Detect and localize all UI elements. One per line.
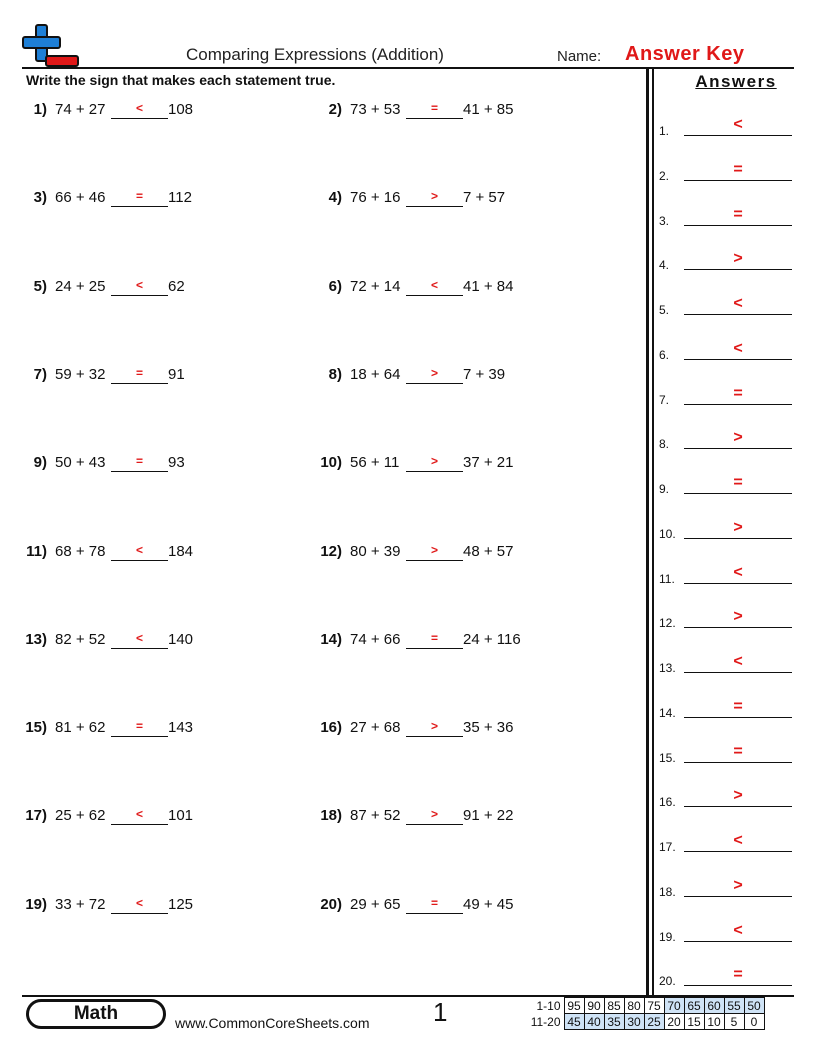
answer-value[interactable]: < bbox=[733, 921, 743, 939]
problem-number: 16) bbox=[320, 719, 342, 737]
answer-value[interactable]: = bbox=[733, 966, 743, 984]
answer-row bbox=[659, 876, 794, 899]
answer-row bbox=[659, 252, 794, 272]
answer-row bbox=[659, 697, 794, 720]
answer-value[interactable]: < bbox=[733, 116, 743, 133]
name-label: Name: bbox=[557, 48, 602, 65]
score-cell: 15 bbox=[684, 1014, 704, 1030]
answer-number: 20. bbox=[659, 974, 676, 989]
problem-comparison-value: 41 + 84 bbox=[463, 277, 514, 295]
answer-row bbox=[659, 921, 794, 944]
answer-value[interactable]: < bbox=[733, 653, 743, 670]
answer-number: 17. bbox=[659, 840, 676, 854]
answer-value[interactable]: > bbox=[733, 518, 743, 536]
answer-row bbox=[659, 476, 794, 496]
problem-comparison-value: 140 bbox=[168, 630, 194, 648]
problem-number: 1) bbox=[33, 101, 47, 118]
answer-number: 2. bbox=[659, 168, 670, 183]
problem-number: 12) bbox=[320, 542, 342, 560]
problem-comparison-value: 7 + 57 bbox=[463, 189, 506, 207]
problem-number: 14) bbox=[320, 630, 342, 648]
problem-number: 19) bbox=[25, 895, 47, 913]
answer-blank[interactable]: < bbox=[111, 807, 168, 825]
score-cell: 30 bbox=[624, 1014, 644, 1030]
problem-number: 11) bbox=[26, 542, 47, 560]
website-link[interactable]: www.CommonCoreSheets.com bbox=[175, 1015, 370, 1031]
score-row-label: 1-10 bbox=[536, 998, 561, 1013]
answer-blank[interactable]: = bbox=[406, 896, 463, 914]
problem-item bbox=[22, 278, 312, 300]
problem-expression: 27 + 68 bbox=[350, 719, 401, 737]
answer-row bbox=[659, 339, 794, 362]
answer-value[interactable]: > bbox=[733, 608, 743, 626]
answer-line bbox=[684, 314, 792, 315]
score-cell: 50 bbox=[744, 998, 764, 1014]
problem-expression: 74 + 27 bbox=[55, 101, 106, 118]
answer-row bbox=[659, 655, 794, 675]
score-cell: 0 bbox=[744, 1014, 764, 1030]
problem-item bbox=[22, 631, 312, 653]
answer-blank[interactable]: < bbox=[111, 278, 168, 296]
answer-value[interactable]: = bbox=[733, 160, 743, 178]
instructions: Write the sign that makes each statement true. bbox=[26, 72, 336, 88]
answer-value[interactable]: = bbox=[733, 205, 743, 223]
answer-value[interactable]: < bbox=[733, 832, 743, 849]
answer-blank[interactable]: > bbox=[406, 807, 463, 825]
problem-comparison-value: 143 bbox=[168, 719, 194, 737]
answer-line bbox=[684, 896, 792, 897]
answer-blank[interactable]: > bbox=[406, 719, 463, 737]
page-number: 1 bbox=[433, 997, 448, 1027]
problem-expression: 80 + 39 bbox=[350, 542, 401, 560]
problem-comparison-value: 35 + 36 bbox=[463, 719, 514, 737]
problem-item bbox=[22, 719, 312, 741]
problem-number: 3) bbox=[33, 189, 47, 207]
problem-number: 20) bbox=[320, 895, 342, 913]
answer-blank[interactable]: < bbox=[406, 278, 463, 296]
answer-number: 19. bbox=[659, 929, 676, 944]
answer-value[interactable]: > bbox=[733, 250, 743, 268]
answer-key-label: Answer Key bbox=[625, 43, 745, 65]
answer-value[interactable]: < bbox=[733, 339, 743, 357]
score-cell: 95 bbox=[564, 998, 584, 1014]
answer-row bbox=[659, 742, 794, 765]
problem-number: 6) bbox=[328, 277, 342, 295]
problem-item bbox=[317, 189, 607, 211]
score-cell: 35 bbox=[604, 1014, 624, 1030]
problem-item bbox=[317, 807, 607, 829]
problem-comparison-value: 41 + 85 bbox=[463, 101, 514, 118]
problem-comparison-value: 62 bbox=[168, 277, 185, 295]
answer-line bbox=[684, 269, 792, 270]
problem-item bbox=[317, 366, 607, 388]
answer-number: 11. bbox=[659, 571, 675, 586]
answer-number: 15. bbox=[659, 750, 676, 765]
score-cell: 65 bbox=[684, 998, 704, 1014]
problem-expression: 56 + 11 bbox=[350, 454, 400, 472]
problem-number: 13) bbox=[25, 630, 47, 648]
problem-expression: 29 + 65 bbox=[350, 895, 401, 913]
answer-number: 1. bbox=[659, 124, 670, 138]
problem-comparison-value: 108 bbox=[168, 101, 194, 118]
answer-line bbox=[684, 717, 792, 718]
problem-number: 17) bbox=[25, 807, 47, 825]
score-cell: 10 bbox=[704, 1014, 724, 1030]
score-cell: 55 bbox=[724, 998, 744, 1014]
answer-row bbox=[659, 968, 794, 988]
answer-number: 3. bbox=[659, 213, 670, 228]
answer-value[interactable]: > bbox=[733, 876, 743, 894]
answer-row bbox=[659, 563, 794, 586]
problem-number: 4) bbox=[328, 189, 342, 207]
problem-expression: 25 + 62 bbox=[55, 807, 106, 825]
answer-line bbox=[684, 359, 792, 360]
score-cell: 25 bbox=[644, 1014, 664, 1030]
problem-expression: 66 + 46 bbox=[55, 189, 106, 207]
answer-value[interactable]: < bbox=[733, 295, 743, 312]
problem-comparison-value: 101 bbox=[168, 807, 194, 825]
answer-number: 14. bbox=[659, 705, 676, 720]
score-row bbox=[530, 998, 764, 1014]
problem-item bbox=[317, 101, 607, 123]
problem-expression: 68 + 78 bbox=[55, 542, 106, 560]
answer-number: 18. bbox=[659, 884, 676, 899]
answer-blank[interactable]: < bbox=[111, 543, 168, 561]
answer-blank[interactable]: > bbox=[406, 454, 463, 472]
answer-blank[interactable]: < bbox=[111, 101, 168, 119]
answer-number: 9. bbox=[659, 482, 670, 496]
problem-comparison-value: 37 + 21 bbox=[463, 454, 514, 472]
answer-line bbox=[684, 941, 792, 942]
problem-number: 9) bbox=[33, 454, 47, 472]
answer-row bbox=[659, 297, 794, 317]
answer-row bbox=[659, 834, 794, 854]
problem-number: 7) bbox=[33, 365, 47, 383]
answer-line bbox=[684, 404, 792, 405]
answer-number: 12. bbox=[659, 616, 676, 631]
answer-blank[interactable]: < bbox=[111, 631, 168, 649]
score-cell: 90 bbox=[584, 998, 604, 1014]
problem-item bbox=[317, 719, 607, 741]
answer-column-divider-inner bbox=[652, 68, 654, 995]
problem-item bbox=[22, 807, 312, 829]
problem-number: 15) bbox=[25, 719, 47, 737]
answer-value[interactable]: = bbox=[733, 474, 743, 491]
score-cell: 20 bbox=[664, 1014, 684, 1030]
subject-badge: Math bbox=[26, 999, 166, 1029]
score-row-label: 11-20 bbox=[530, 1014, 561, 1029]
problem-item bbox=[22, 896, 312, 918]
answer-blank[interactable]: = bbox=[406, 631, 463, 649]
problem-number: 18) bbox=[320, 807, 342, 825]
score-row bbox=[530, 1014, 764, 1030]
problem-comparison-value: 93 bbox=[168, 454, 185, 472]
answer-column-divider bbox=[646, 68, 649, 995]
answer-blank[interactable]: = bbox=[406, 101, 463, 119]
problem-expression: 18 + 64 bbox=[350, 365, 401, 383]
answer-row bbox=[659, 160, 794, 183]
problem-expression: 82 + 52 bbox=[55, 630, 106, 648]
problem-comparison-value: 7 + 39 bbox=[463, 365, 506, 383]
answer-value[interactable]: = bbox=[733, 742, 743, 760]
problem-item bbox=[22, 543, 312, 565]
problem-expression: 24 + 25 bbox=[55, 277, 106, 295]
answer-blank[interactable]: > bbox=[406, 366, 463, 384]
answers-heading: Answers bbox=[695, 72, 777, 91]
answer-row bbox=[659, 118, 794, 138]
answer-row bbox=[659, 789, 794, 809]
score-cell: 60 bbox=[704, 998, 724, 1014]
problem-comparison-value: 48 + 57 bbox=[463, 542, 514, 560]
answer-line bbox=[684, 493, 792, 494]
score-cell: 85 bbox=[604, 998, 624, 1014]
answer-row bbox=[659, 518, 794, 541]
answer-value[interactable]: < bbox=[733, 563, 743, 581]
answer-blank[interactable]: > bbox=[406, 189, 463, 207]
problem-number: 2) bbox=[328, 101, 342, 118]
problem-expression: 50 + 43 bbox=[55, 454, 106, 472]
problem-item bbox=[317, 278, 607, 300]
answer-line bbox=[684, 806, 792, 807]
score-cell: 70 bbox=[664, 998, 684, 1014]
problem-number: 5) bbox=[33, 277, 47, 295]
answer-line bbox=[684, 762, 792, 763]
score-table bbox=[530, 997, 765, 1030]
answer-blank[interactable]: > bbox=[406, 543, 463, 561]
problem-expression: 59 + 32 bbox=[55, 365, 106, 383]
problem-expression: 81 + 62 bbox=[55, 719, 106, 737]
answer-number: 16. bbox=[659, 795, 676, 810]
problem-comparison-value: 184 bbox=[168, 542, 194, 560]
problem-comparison-value: 91 + 22 bbox=[463, 807, 514, 825]
problem-item bbox=[317, 896, 607, 918]
answer-number: 13. bbox=[659, 661, 676, 675]
worksheet-title: Comparing Expressions (Addition) bbox=[186, 45, 444, 64]
problem-comparison-value: 125 bbox=[168, 895, 194, 913]
answer-blank[interactable]: = bbox=[111, 366, 168, 384]
answer-line bbox=[684, 985, 792, 986]
problem-number: 8) bbox=[328, 365, 342, 383]
answer-number: 7. bbox=[659, 392, 670, 407]
answer-blank[interactable]: = bbox=[111, 719, 168, 737]
answer-row bbox=[659, 431, 794, 451]
answer-blank[interactable]: < bbox=[111, 896, 168, 914]
problem-item bbox=[317, 543, 607, 565]
answer-number: 10. bbox=[659, 526, 676, 541]
answer-row bbox=[659, 205, 794, 228]
answer-number: 5. bbox=[659, 303, 670, 317]
answer-value[interactable]: > bbox=[733, 429, 743, 447]
answer-line bbox=[684, 180, 792, 181]
answer-number: 8. bbox=[659, 437, 670, 452]
answer-line bbox=[684, 448, 792, 449]
score-cell: 45 bbox=[564, 1014, 584, 1030]
answer-line bbox=[684, 225, 792, 226]
answer-line bbox=[684, 583, 792, 584]
score-cell: 40 bbox=[584, 1014, 604, 1030]
answer-line bbox=[684, 538, 792, 539]
problem-comparison-value: 49 + 45 bbox=[463, 895, 514, 913]
problem-expression: 76 + 16 bbox=[350, 189, 401, 207]
problem-comparison-value: 24 + 116 bbox=[463, 630, 521, 648]
answer-line bbox=[684, 672, 792, 673]
answer-value[interactable]: = bbox=[733, 697, 743, 715]
problem-expression: 74 + 66 bbox=[350, 630, 401, 648]
problem-expression: 72 + 14 bbox=[350, 277, 401, 295]
problem-item bbox=[22, 189, 312, 211]
problem-number: 10) bbox=[320, 454, 342, 472]
answer-blank[interactable]: = bbox=[111, 189, 168, 207]
answer-number: 6. bbox=[659, 347, 670, 362]
problem-item bbox=[22, 366, 312, 388]
problem-comparison-value: 91 bbox=[168, 365, 185, 383]
problem-item bbox=[317, 631, 607, 653]
problem-expression: 73 + 53 bbox=[350, 101, 401, 118]
answer-number: 4. bbox=[659, 258, 670, 273]
score-cell: 5 bbox=[724, 1014, 744, 1030]
problem-item bbox=[22, 101, 312, 123]
answer-line bbox=[684, 627, 792, 628]
score-cell: 80 bbox=[624, 998, 644, 1014]
problem-expression: 33 + 72 bbox=[55, 895, 106, 913]
answer-row bbox=[659, 384, 794, 407]
problem-comparison-value: 112 bbox=[168, 189, 192, 207]
plus-minus-logo-icon bbox=[22, 24, 80, 68]
answer-line bbox=[684, 135, 792, 136]
answer-line bbox=[684, 851, 792, 852]
problem-expression: 87 + 52 bbox=[350, 807, 401, 825]
answer-blank[interactable]: = bbox=[111, 454, 168, 472]
problem-item bbox=[22, 454, 312, 476]
header-divider bbox=[22, 67, 794, 69]
score-cell: 75 bbox=[644, 998, 664, 1014]
problem-item bbox=[317, 454, 607, 476]
answer-value[interactable]: = bbox=[733, 384, 743, 402]
answer-value[interactable]: > bbox=[733, 787, 743, 805]
answer-row bbox=[659, 610, 794, 630]
